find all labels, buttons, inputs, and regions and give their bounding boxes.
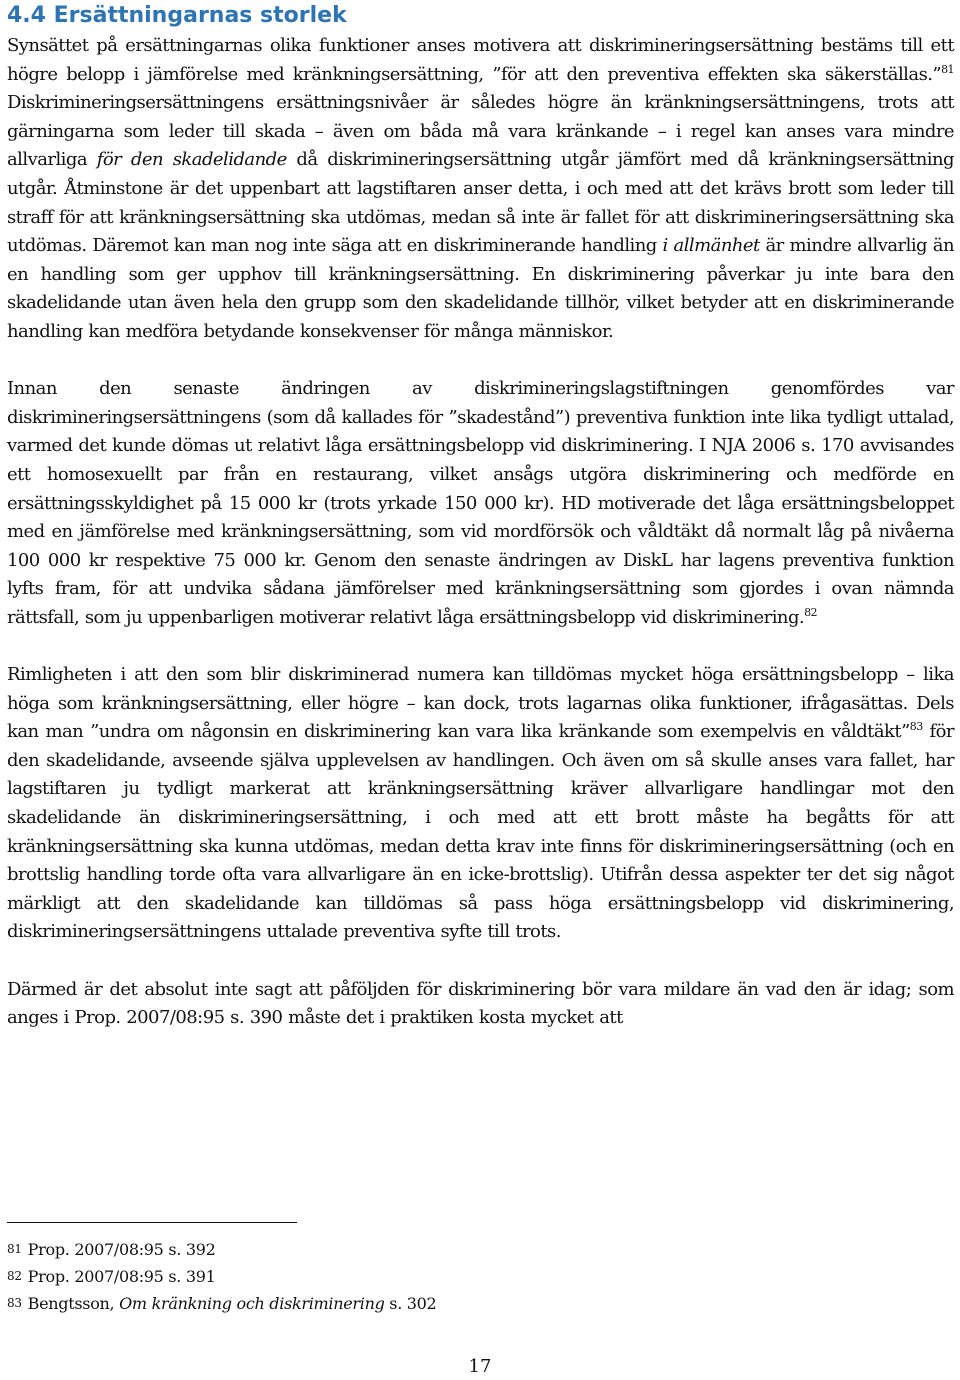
- paragraph-3-text-b: för den skadelidande, avseende själva upplevelsen av handlingen. Och även om så skulle anses vara fallet, har lagstiftaren ju tydligt markerat att kränkningsersättning kräver allvarligare handlingar mot den skadelidande än diskrimineringsersättning, i och med att ett brott måste ha begåtts för att kränkningsersättning ska kunna utdömas, medan detta krav inte finns för diskrimineringsersättning (och en brottslig handling torde ofta vara allvarligare än en icke-brottslig). Utifrån dessa aspekter ter det sig något märkligt att den skadelidande kan tilldömas så pass höga ersättningsbelopp vid diskriminering, diskrimineringsersättningens uttalade preventiva syfte till trots.: [7, 721, 954, 943]
- footnote-81: [7, 1236, 907, 1263]
- paragraph-3: [7, 661, 954, 947]
- footnote-text: Prop. 2007/08:95 s. 391: [27, 1267, 216, 1286]
- footnote-book-title: Om kränkning och diskriminering: [119, 1294, 385, 1313]
- footnote-text: Prop. 2007/08:95 s. 392: [27, 1240, 216, 1259]
- footnote-82: [7, 1263, 907, 1290]
- paragraph-3-text-a: Rimligheten i att den som blir diskriminerad numera kan tilldömas mycket höga ersättningsbelopp – lika höga som kränkningsersättning, eller högre – kan dock, trots lagarnas olika funktioner, ifrågasättas. Dels kan man ”undra om någonsin en diskriminering kan vara lika kränkande som exempelvis en våldtäkt”: [7, 664, 954, 743]
- footnote-text-after: s. 302: [384, 1294, 437, 1313]
- paragraph-4: [7, 976, 954, 1033]
- paragraph-1-text-d: är mindre allvarlig än en handling som ger upphov till kränkningsersättning. En diskriminering påverkar ju inte bara den skadelidande utan även hela den grupp som den skadelidande tillhör, vilket betyder att en diskriminerande handling kan medföra betydande konsekvenser för många människor.: [7, 235, 954, 342]
- footnote-number: 83: [7, 1296, 22, 1310]
- paragraph-2-text: Innan den senaste ändringen av diskrimineringslagstiftningen genomfördes var diskrimineringsersättningens (som då kallades för ”skadestånd”) preventiva funktion inte lika tydligt uttalad, varmed det kunde dömas ut relativt låga ersättningsbelopp vid diskriminering. I NJA 2006 s. 170 avvisandes ett homosexuellt par från en restaurang, vilket ansågs utgöra diskriminering och medförde en ersättningsskyldighet på 15 000 kr (trots yrkade 150 000 kr). HD motiverade det låga ersättningsbeloppet med en jämförelse med kränkningsersättning, som vid mordförsök och våldtäkt då normalt låg på nivåerna 100 000 kr respektive 75 000 kr. Genom den senaste ändringen av DiskL har lagens preventiva funktion lyfts fram, för att undvika sådana jämförelser med kränkningsersättning som gjordes i ovan nämnda rättsfall, som ju uppenbarligen motiverar relativt låga ersättningsbelopp vid diskriminering.: [7, 378, 954, 628]
- footnote-text-before: Bengtsson,: [27, 1294, 120, 1313]
- footnote-83: [7, 1290, 907, 1317]
- page-number: 17: [468, 1356, 492, 1377]
- footnote-ref-81[interactable]: 81: [941, 62, 954, 76]
- footnote-ref-83[interactable]: 83: [909, 720, 923, 734]
- section-heading: 4.4 Ersättningarnas storlek: [7, 3, 347, 28]
- paragraph-1: [7, 32, 954, 347]
- paragraph-1-text-b: Diskrimineringsersättningens ersättningsnivåer är således högre än kränkningsersättningens, trots att gärningarna som leder till skada – även om båda må vara kränkande – i regel kan anses vara mindre allvarliga: [7, 92, 954, 171]
- paragraph-2: [7, 375, 954, 632]
- paragraph-1-text-a: Synsättet på ersättningarnas olika funktioner anses motivera att diskrimineringsersättning bestäms till ett högre belopp i jämförelse med kränkningsersättning, ”för att den preventiva effekten ska säkerställas.”: [7, 35, 954, 85]
- paragraph-1-italic-2: i allmänhet: [662, 235, 760, 257]
- footnote-ref-82[interactable]: 82: [804, 605, 818, 619]
- footnote-number: 82: [7, 1269, 22, 1283]
- footnote-number: 81: [7, 1242, 22, 1256]
- paragraph-1-italic-1: för den skadelidande: [96, 149, 287, 171]
- paragraph-1-text-c: då diskrimineringsersättning utgår jämfört med då kränkningsersättning utgår. Åtminstone är det uppenbart att lagstiftaren anser detta, i och med att det krävs brott som leder till straff för att kränkningsersättning ska utdömas, medan så inte är fallet för att diskrimineringsersättning ska utdömas. Däremot kan man nog inte säga att en diskriminerande handling: [7, 149, 954, 257]
- paragraph-4-text: Därmed är det absolut inte sagt att påföljden för diskriminering bör vara mildare än vad den är idag; som anges i Prop. 2007/08:95 s. 390 måste det i praktiken kosta mycket att: [7, 978, 954, 1029]
- footnote-separator: [7, 1222, 297, 1223]
- footnotes: [7, 1236, 907, 1317]
